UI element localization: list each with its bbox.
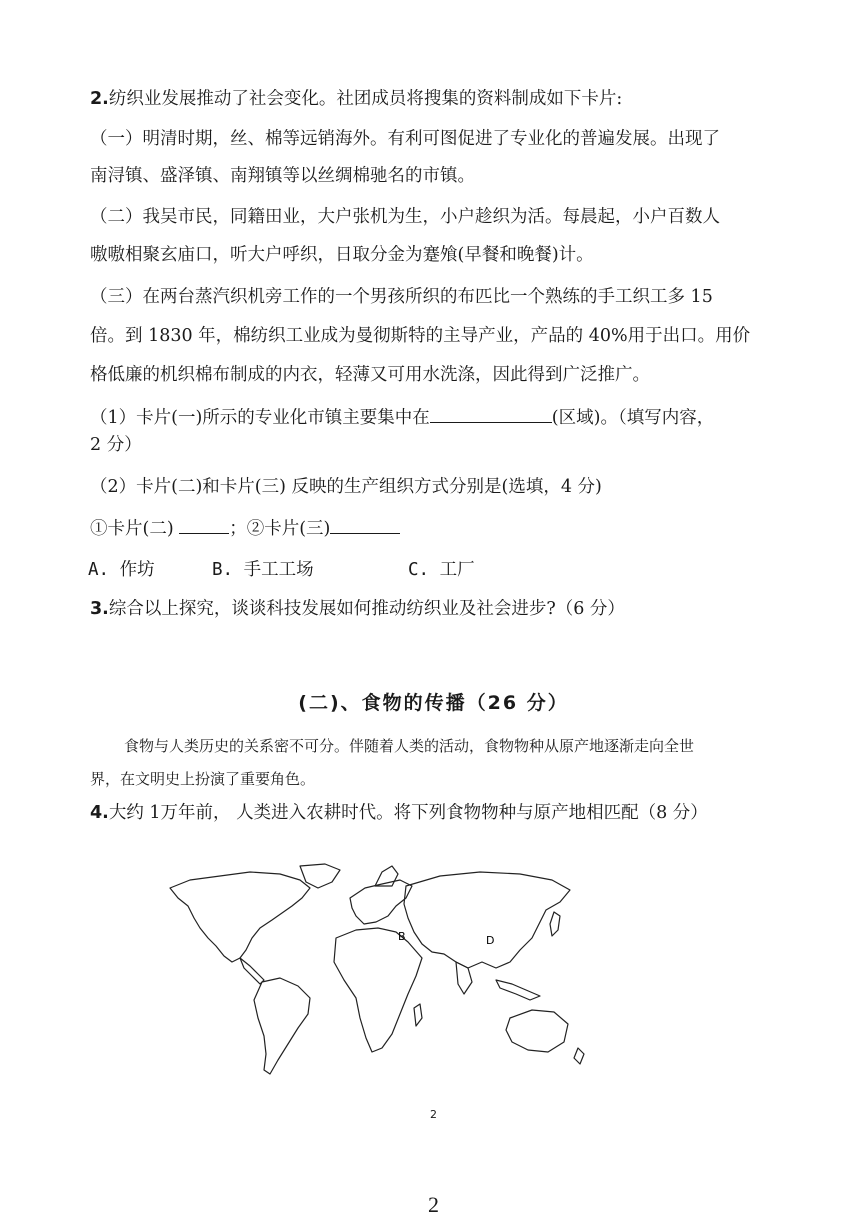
answer2-blank[interactable] (330, 515, 400, 534)
australia-outline (506, 1010, 568, 1052)
sub1-answer-blank[interactable] (430, 404, 552, 423)
sub1-line1 (90, 404, 790, 431)
q4-text: 大约 1万年前， 人类进入农耕时代。将下列食物物种与原产地相匹配（8 分） (108, 803, 708, 823)
sub1-prefix: （1）卡片(一)所示的专业化市镇主要集中在 (90, 408, 430, 428)
section-title: (二)、食物的传播（26 分） (298, 692, 569, 714)
q4-line (90, 800, 790, 826)
sub1-line2: 2 分） (90, 435, 142, 455)
world-map-svg (160, 858, 600, 1083)
answer2-label: ②卡片(三) (246, 519, 331, 539)
card1-line2: 南浔镇、盛泽镇、南翔镇等以丝绸棉驰名的市镇。 (90, 166, 475, 186)
q2-stem-line (90, 86, 790, 112)
new-zealand-outline (574, 1048, 584, 1064)
card2-line1: （二）我吴市民，同籍田业，大户张机为生，小户趁织为活。每晨起，小户百数人 (90, 207, 720, 227)
card3-line1: （三）在两台蒸汽织机旁工作的一个男孩所织的布匹比一个熟练的手工织工多 15 (90, 287, 713, 307)
section-intro-line2: 界，在文明史上扮演了重要角色。 (90, 770, 316, 788)
q3-line (90, 596, 790, 622)
central-america-outline (240, 958, 264, 984)
madagascar-outline (414, 1004, 422, 1026)
page-number-large: 2 (428, 1192, 439, 1217)
q3-text: 综合以上探究，谈谈科技发展如何推动纺织业及社会进步?（6 分） (108, 599, 625, 619)
page-number-small: 2 (430, 1108, 437, 1121)
africa-outline (334, 928, 422, 1052)
answer1-label: ①卡片(二) (90, 519, 174, 539)
q2-number: 2. (90, 89, 109, 109)
answer1-blank[interactable] (179, 515, 229, 534)
card1-line1: （一）明清时期，丝、棉等远销海外。有利可图促进了专业化的普遍发展。出现了 (90, 129, 720, 149)
south-america-outline (254, 978, 310, 1074)
answers-line (90, 515, 790, 542)
option-b: B. 手工工场 (212, 560, 314, 580)
japan-outline (550, 912, 560, 936)
asia-outline (404, 872, 570, 968)
card3-line2: 倍。到 1830 年，棉纺织工业成为曼彻斯特的主导产业，产品的 40%用于出口。用价 (90, 326, 751, 346)
world-map (160, 858, 600, 1083)
se-asia-islands-outline (496, 980, 540, 1000)
q2-stem: 纺织业发展推动了社会变化。社团成员将搜集的资料制成如下卡片: (108, 89, 623, 109)
map-label-b: B (398, 930, 406, 943)
option-a: A. 作坊 (88, 560, 155, 580)
card3-line3: 格低廉的机织棉布制成的内衣，轻薄又可用水洗涤，因此得到广泛推广。 (90, 365, 650, 385)
answer-separator: ； (229, 519, 247, 539)
north-america-outline (170, 872, 310, 962)
option-c: C. 工厂 (408, 560, 475, 580)
map-label-d: D (486, 934, 495, 947)
sub2-line: （2）卡片(二)和卡片(三) 反映的生产组织方式分别是(选填，4 分) (90, 477, 602, 497)
card2-line2: 嗷嗷相聚玄庙口，听大户呼织，日取分金为蹇飧(早餐和晚餐)计。 (90, 245, 594, 265)
section-intro-line1: 食物与人类历史的关系密不可分。伴随着人类的活动，食物物种从原产地逐渐走向全世 (124, 737, 695, 755)
q4-number: 4. (90, 803, 109, 823)
sub1-suffix: (区域)。（填写内容， (551, 408, 715, 428)
q3-number: 3. (90, 599, 109, 619)
